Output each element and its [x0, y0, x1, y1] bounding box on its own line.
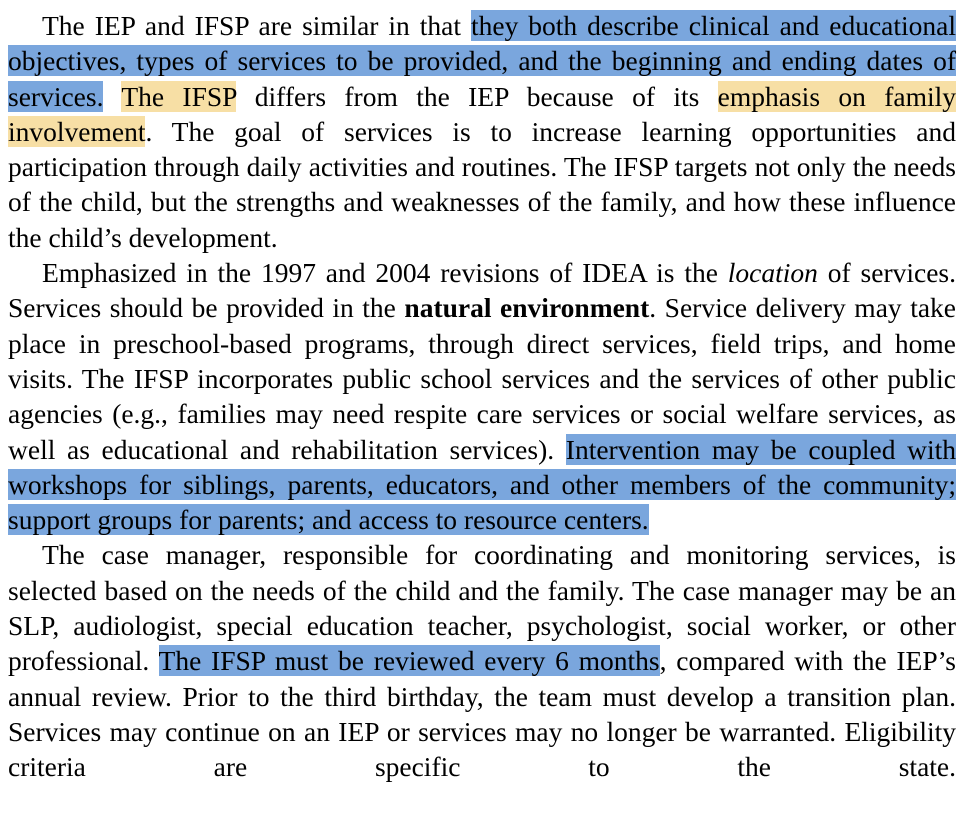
text-run: The IEP and IFSP are similar in that	[42, 10, 471, 41]
bold-run: natural environment	[404, 292, 650, 324]
text-run: , compared with the IEP’s annual review. Prior to the third birthday, the team must develop a transition plan. Services may continue on an IEP or services may no longer be warranted. Eligibility criteria are specific to the state.	[8, 645, 956, 783]
text-run: The case manager, responsible for coordinating and monitoring services, is selected based on the needs of the child and the family. The case manager may be an SLP, audiologist, special education teacher, psychologist, social worker, or other professional.	[8, 539, 956, 677]
highlight-blue-run: they both describe clinical and educational objectives, types of services to be provided, and the beginning and ending dates of services.	[8, 10, 956, 112]
highlight-yellow-run: The IFSP	[121, 80, 237, 112]
paragraph-location-of-services	[8, 255, 956, 537]
text-run: differs from the IEP because of its	[236, 80, 718, 112]
italic-run: location	[727, 257, 818, 289]
paragraph-iep-ifsp-similarities	[8, 8, 956, 255]
text-run: of services. Services should be provided in the	[8, 257, 956, 324]
text-run: . The goal of services is to increase learning opportunities and participation through daily activities and routines. The IFSP targets not only the needs of the child, but the strengths and weaknesses of the family, and how these influence the child’s development.	[8, 115, 956, 253]
text-run: Emphasized in the 1997 and 2004 revisions of IDEA is the	[42, 257, 728, 289]
text-run: . Service delivery may take place in preschool-based programs, through direct services, field trips, and home visits. The IFSP incorporates public school services and the services of other public agencies (e.g., families may need respite care services or social welfare services, as well as educational and rehabilitation services).	[8, 292, 956, 465]
highlight-blue-run: The IFSP must be reviewed every 6 months	[158, 645, 660, 677]
text-run	[103, 81, 121, 112]
highlight-blue-run: Intervention may be coupled with workshops for siblings, parents, educators, and other members of the community; support groups for parents; and access to resource centers.	[8, 433, 956, 536]
highlight-yellow-run: emphasis on family involvement	[8, 80, 956, 147]
paragraph-case-manager	[8, 537, 956, 819]
